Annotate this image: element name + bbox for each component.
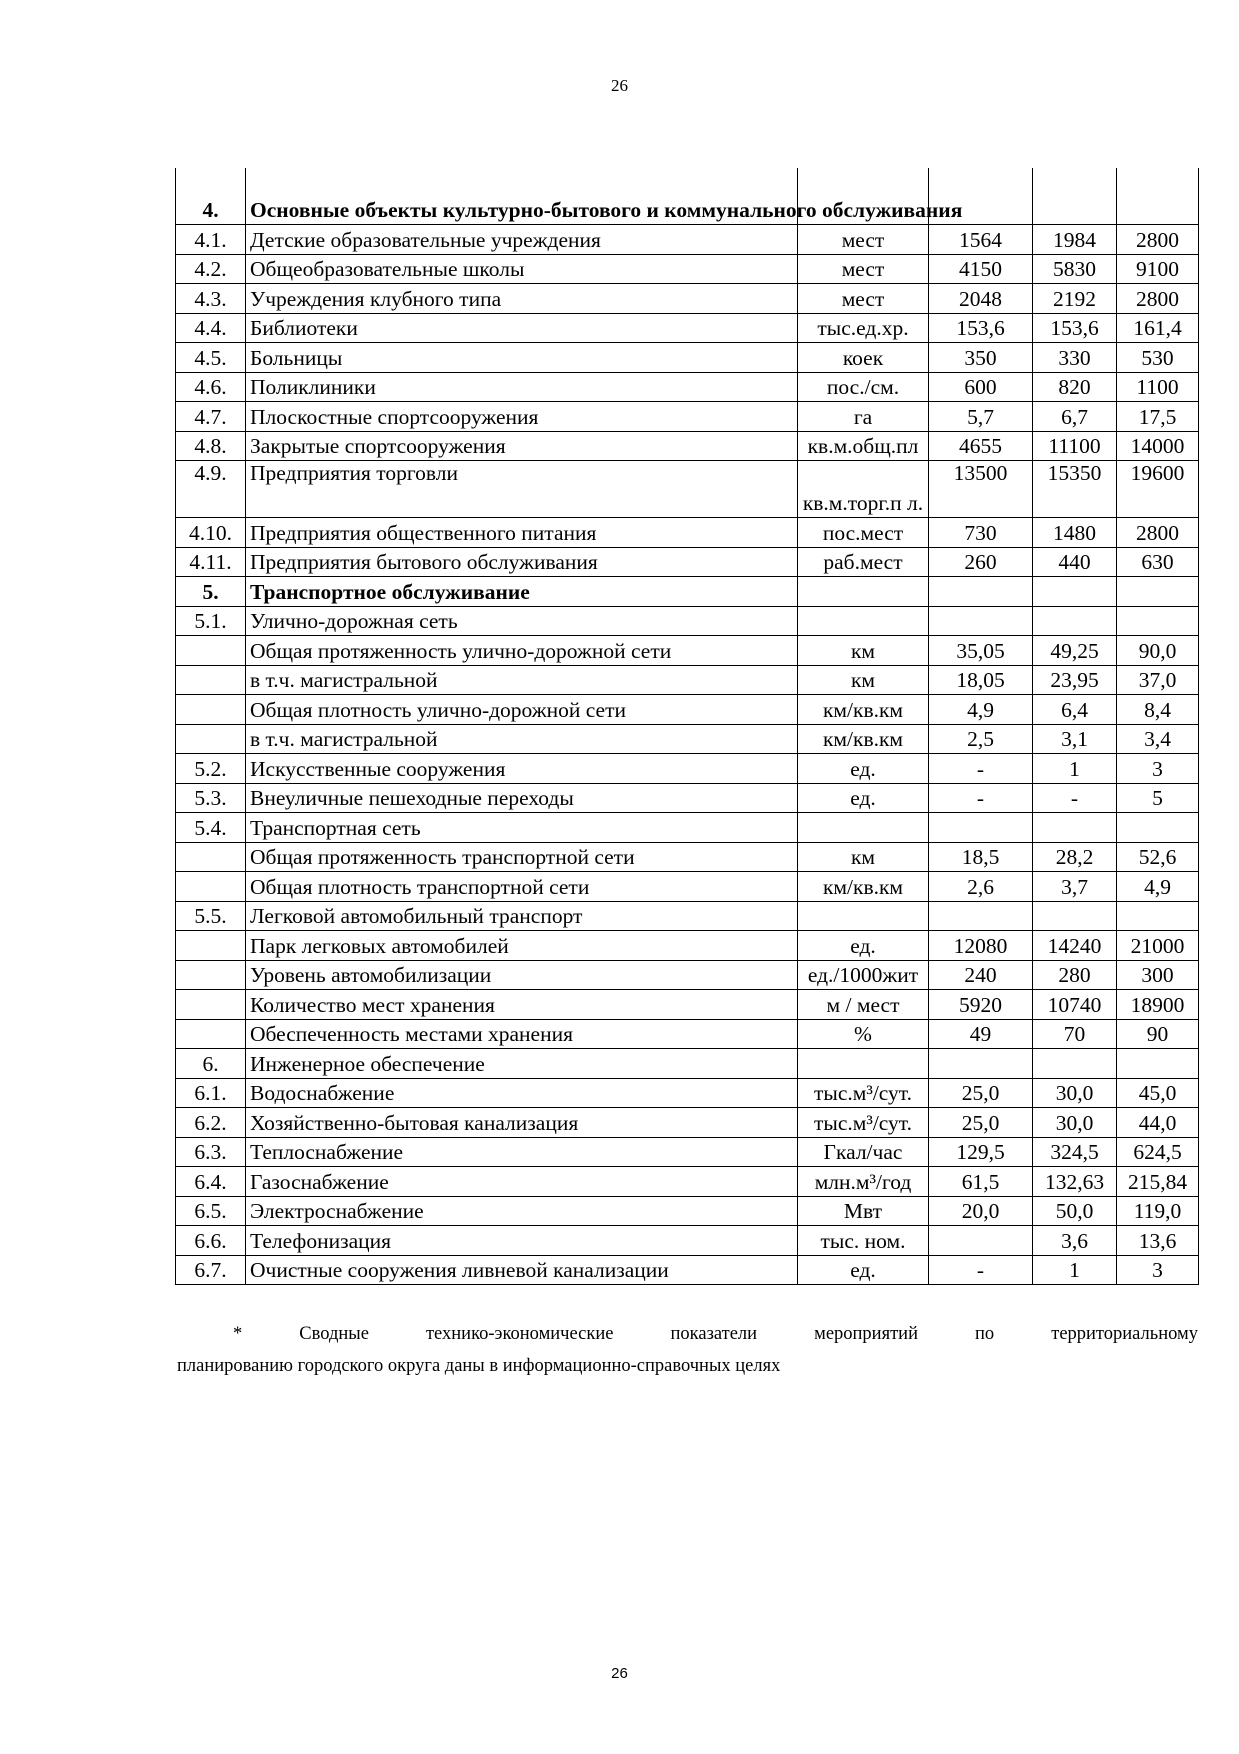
unit-cell: км/кв.км [798,695,929,725]
value-cell-1: 18,05 [929,665,1033,695]
row-number-cell [176,990,246,1020]
value-cell-1: 4150 [929,254,1033,284]
value-cell-1: 25,0 [929,1108,1033,1138]
value-cell-1: 61,5 [929,1167,1033,1197]
row-number-cell [176,695,246,725]
table-row [176,343,1199,373]
value-cell-3 [1117,813,1199,843]
value-cell-2: 153,6 [1033,313,1117,343]
value-cell-2: 30,0 [1033,1108,1117,1138]
value-cell-1: 20,0 [929,1196,1033,1226]
value-cell-2: 10740 [1033,990,1117,1020]
table-row [176,990,1199,1020]
value-cell-3: 161,4 [1117,313,1199,343]
unit-cell: км [798,842,929,872]
table-body [176,168,1199,1285]
row-number-cell [176,960,246,990]
row-number-cell [176,872,246,902]
value-cell-1 [929,1049,1033,1079]
value-cell-1: 49 [929,1019,1033,1049]
unit-cell: пос.мест [798,518,929,548]
unit-cell: тыс.ед.хр. [798,313,929,343]
row-number-cell: 4.4. [176,313,246,343]
indicator-name-cell: Обеспеченность местами хранения [246,1019,798,1049]
row-number-cell: 4.10. [176,518,246,548]
value-cell-2: - [1033,783,1117,813]
row-number-cell: 4.7. [176,402,246,432]
value-cell-3: 530 [1117,343,1199,373]
value-cell-3: 630 [1117,547,1199,577]
value-cell-3: 215,84 [1117,1167,1199,1197]
indicator-name-cell: Общая протяженность транспортной сети [246,842,798,872]
unit-cell: % [798,1019,929,1049]
value-cell-2: 1 [1033,1255,1117,1285]
value-cell-2: 820 [1033,372,1117,402]
row-number-cell: 5.2. [176,754,246,784]
indicator-name-cell: в т.ч. магистральной [246,724,798,754]
unit-cell: мест [798,225,929,255]
unit-cell: м / мест [798,990,929,1020]
page-number-bottom: 26 [611,1665,628,1682]
value-cell-1: 260 [929,547,1033,577]
row-number-cell: 5.1. [176,606,246,636]
value-cell-2 [1033,577,1117,607]
value-cell-1: 12080 [929,931,1033,961]
table-row [176,754,1199,784]
value-cell-2: 1 [1033,754,1117,784]
value-cell-3 [1117,606,1199,636]
value-cell-3: 9100 [1117,254,1199,284]
row-number-cell: 6.3. [176,1137,246,1167]
unit-cell: км/кв.км [798,872,929,902]
value-cell-1: 4,9 [929,695,1033,725]
table-row [176,1137,1199,1167]
indicator-name-cell: Общая плотность транспортной сети [246,872,798,902]
value-cell-2: 440 [1033,547,1117,577]
value-cell-2: 324,5 [1033,1137,1117,1167]
value-cell-2: 1984 [1033,225,1117,255]
unit-cell: ед. [798,754,929,784]
value-cell-1: 25,0 [929,1078,1033,1108]
indicator-name-cell: Предприятия бытового обслуживания [246,547,798,577]
row-number-cell: 4.3. [176,284,246,314]
unit-cell: мест [798,254,929,284]
row-number-cell: 6.1. [176,1078,246,1108]
indicators-table [175,168,1199,1285]
row-number-cell: 5.5. [176,901,246,931]
value-cell-3: 37,0 [1117,665,1199,695]
value-cell-1: - [929,783,1033,813]
value-cell-3: 52,6 [1117,842,1199,872]
value-cell-3: 5 [1117,783,1199,813]
value-cell-3: 19600 [1117,461,1199,518]
row-number-cell: 4.11. [176,547,246,577]
indicator-name-cell: Поликлиники [246,372,798,402]
row-number-cell: 4.6. [176,372,246,402]
value-cell-3: 2800 [1117,518,1199,548]
value-cell-1: 13500 [929,461,1033,518]
unit-cell: тыс.м³/сут. [798,1078,929,1108]
indicator-name-cell: Плоскостные спортсооружения [246,402,798,432]
unit-cell: млн.м³/год [798,1167,929,1197]
indicator-name-cell: Транспортная сеть [246,813,798,843]
value-cell-2: 14240 [1033,931,1117,961]
value-cell-3 [1117,901,1199,931]
value-cell-1 [929,901,1033,931]
value-cell-2 [1033,901,1117,931]
unit-cell: раб.мест [798,547,929,577]
table-row [176,1049,1199,1079]
table-row [176,695,1199,725]
value-cell-2: 3,7 [1033,872,1117,902]
table-row [176,372,1199,402]
table-row [176,461,1199,518]
value-cell-1: 129,5 [929,1137,1033,1167]
row-number-cell: 4.5. [176,343,246,373]
value-cell-3: 14000 [1117,431,1199,461]
unit-cell [798,606,929,636]
value-cell-2 [1033,606,1117,636]
indicator-name-cell: Основные объекты культурно-бытового и коммунального обслуживания [246,168,798,225]
value-cell-3: 3 [1117,754,1199,784]
footnote-word: территориальному [1051,1324,1198,1344]
value-cell-2 [1033,1049,1117,1079]
value-cell-3: 3 [1117,1255,1199,1285]
row-number-cell: 5.4. [176,813,246,843]
row-number-cell: 5.3. [176,783,246,813]
value-cell-1 [929,1226,1033,1256]
value-cell-3: 17,5 [1117,402,1199,432]
indicator-name-cell: Закрытые спортсооружения [246,431,798,461]
value-cell-1: 153,6 [929,313,1033,343]
row-number-cell [176,842,246,872]
footnote [177,1318,1198,1382]
row-number-cell [176,931,246,961]
unit-cell: га [798,402,929,432]
value-cell-2: 70 [1033,1019,1117,1049]
indicator-name-cell: Транспортное обслуживание [246,577,798,607]
value-cell-1: 2048 [929,284,1033,314]
value-cell-2: 49,25 [1033,636,1117,666]
footnote-word: мероприятий [814,1324,918,1344]
indicator-name-cell: Детские образовательные учреждения [246,225,798,255]
footnote-word: по [975,1324,995,1344]
value-cell-3: 90,0 [1117,636,1199,666]
row-number-cell: 6. [176,1049,246,1079]
value-cell-2: 2192 [1033,284,1117,314]
value-cell-2: 30,0 [1033,1078,1117,1108]
unit-cell: коек [798,343,929,373]
table-row [176,1078,1199,1108]
table-row [176,1196,1199,1226]
row-number-cell: 4.8. [176,431,246,461]
value-cell-1: 350 [929,343,1033,373]
value-cell-3 [1117,577,1199,607]
value-cell-1: - [929,754,1033,784]
value-cell-1: 2,6 [929,872,1033,902]
indicator-name-cell: в т.ч. магистральной [246,665,798,695]
value-cell-1: 240 [929,960,1033,990]
row-number-cell [176,1019,246,1049]
value-cell-2: 28,2 [1033,842,1117,872]
value-cell-1: 35,05 [929,636,1033,666]
table-row [176,254,1199,284]
unit-cell: Гкал/час [798,1137,929,1167]
table-row [176,577,1199,607]
indicator-name-cell: Парк легковых автомобилей [246,931,798,961]
table-row [176,1108,1199,1138]
unit-cell: кв.м.торг.п л. [798,461,929,518]
indicator-name-cell: Предприятия торговли [246,461,798,518]
page-number-top: 26 [611,76,628,95]
value-cell-1: 4655 [929,431,1033,461]
unit-cell: ед. [798,783,929,813]
value-cell-1: - [929,1255,1033,1285]
row-number-cell [176,724,246,754]
indicator-name-cell: Телефонизация [246,1226,798,1256]
value-cell-1: 5920 [929,990,1033,1020]
table-row [176,518,1199,548]
unit-cell: ед. [798,1255,929,1285]
value-cell-3: 1100 [1117,372,1199,402]
row-number-cell [176,665,246,695]
indicator-name-cell: Искусственные сооружения [246,754,798,784]
value-cell-3: 3,4 [1117,724,1199,754]
table-row [176,931,1199,961]
table-row [176,724,1199,754]
table-row [176,636,1199,666]
value-cell-2 [1033,168,1117,225]
table-row [176,813,1199,843]
value-cell-3: 4,9 [1117,872,1199,902]
value-cell-2: 11100 [1033,431,1117,461]
value-cell-3: 21000 [1117,931,1199,961]
value-cell-3: 2800 [1117,225,1199,255]
unit-cell: км [798,636,929,666]
value-cell-3: 90 [1117,1019,1199,1049]
unit-cell: мест [798,284,929,314]
row-number-cell: 4.9. [176,461,246,518]
value-cell-1 [929,606,1033,636]
table-row [176,1019,1199,1049]
indicator-name-cell: Общая протяженность улично-дорожной сети [246,636,798,666]
indicator-name-cell: Общая плотность улично-дорожной сети [246,695,798,725]
table-row [176,1167,1199,1197]
table-row [176,402,1199,432]
table-row [176,313,1199,343]
footnote-word: * [233,1324,243,1344]
row-number-cell: 4. [176,168,246,225]
value-cell-1: 18,5 [929,842,1033,872]
table-row [176,960,1199,990]
value-cell-1 [929,813,1033,843]
indicator-name-cell: Электроснабжение [246,1196,798,1226]
value-cell-2: 15350 [1033,461,1117,518]
table-row [176,783,1199,813]
value-cell-3: 8,4 [1117,695,1199,725]
table-row [176,431,1199,461]
indicator-name-cell: Предприятия общественного питания [246,518,798,548]
indicator-name-cell: Инженерное обеспечение [246,1049,798,1079]
value-cell-2: 6,7 [1033,402,1117,432]
value-cell-2: 280 [1033,960,1117,990]
row-number-cell: 6.7. [176,1255,246,1285]
row-number-cell: 6.2. [176,1108,246,1138]
value-cell-2: 3,6 [1033,1226,1117,1256]
table-row [176,1226,1199,1256]
row-number-cell: 6.5. [176,1196,246,1226]
footnote-line-2: планированию городского округа даны в информационно-справочных целях [177,1356,781,1376]
indicator-name-cell: Водоснабжение [246,1078,798,1108]
indicator-name-cell: Очистные сооружения ливневой канализации [246,1255,798,1285]
unit-cell: ед./1000жит [798,960,929,990]
table-row [176,901,1199,931]
value-cell-2: 5830 [1033,254,1117,284]
footnote-word: Сводные [299,1324,369,1344]
table-row [176,665,1199,695]
unit-cell: Мвт [798,1196,929,1226]
footnote-word: показатели [670,1324,758,1344]
value-cell-3: 624,5 [1117,1137,1199,1167]
unit-cell: км/кв.км [798,724,929,754]
unit-cell: ед. [798,931,929,961]
row-number-cell: 6.6. [176,1226,246,1256]
value-cell-1 [929,577,1033,607]
table-row [176,842,1199,872]
value-cell-1: 600 [929,372,1033,402]
table-row [176,606,1199,636]
table-row [176,284,1199,314]
indicator-name-cell: Количество мест хранения [246,990,798,1020]
unit-cell: км [798,665,929,695]
value-cell-2: 1480 [1033,518,1117,548]
indicator-name-cell: Теплоснабжение [246,1137,798,1167]
table-row [176,547,1199,577]
value-cell-3: 300 [1117,960,1199,990]
row-number-cell: 5. [176,577,246,607]
indicator-name-cell: Легковой автомобильный транспорт [246,901,798,931]
table-row [176,168,1199,225]
unit-cell: тыс.м³/сут. [798,1108,929,1138]
value-cell-1: 2,5 [929,724,1033,754]
value-cell-3: 119,0 [1117,1196,1199,1226]
value-cell-2: 50,0 [1033,1196,1117,1226]
value-cell-2: 3,1 [1033,724,1117,754]
unit-cell: кв.м.общ.пл [798,431,929,461]
unit-cell: пос./см. [798,372,929,402]
unit-cell [798,577,929,607]
value-cell-1: 5,7 [929,402,1033,432]
value-cell-1: 730 [929,518,1033,548]
table-row [176,225,1199,255]
indicator-name-cell: Улично-дорожная сеть [246,606,798,636]
unit-cell [798,1049,929,1079]
indicator-name-cell: Учреждения клубного типа [246,284,798,314]
value-cell-3: 45,0 [1117,1078,1199,1108]
value-cell-2: 330 [1033,343,1117,373]
value-cell-3: 2800 [1117,284,1199,314]
value-cell-3: 18900 [1117,990,1199,1020]
unit-cell [798,813,929,843]
indicator-name-cell: Внеуличные пешеходные переходы [246,783,798,813]
value-cell-2: 132,63 [1033,1167,1117,1197]
unit-cell: тыс. ном. [798,1226,929,1256]
row-number-cell: 6.4. [176,1167,246,1197]
footnote-word: технико-экономические [425,1324,614,1344]
row-number-cell: 4.1. [176,225,246,255]
value-cell-2 [1033,813,1117,843]
footnote-line-1 [177,1318,1198,1350]
value-cell-2: 6,4 [1033,695,1117,725]
value-cell-3: 44,0 [1117,1108,1199,1138]
indicator-name-cell: Общеобразовательные школы [246,254,798,284]
value-cell-3 [1117,1049,1199,1079]
indicator-name-cell: Хозяйственно-бытовая канализация [246,1108,798,1138]
table-row [176,872,1199,902]
unit-cell [798,901,929,931]
row-number-cell: 4.2. [176,254,246,284]
value-cell-1: 1564 [929,225,1033,255]
table-row [176,1255,1199,1285]
indicator-name-cell: Газоснабжение [246,1167,798,1197]
value-cell-2: 23,95 [1033,665,1117,695]
value-cell-3: 13,6 [1117,1226,1199,1256]
indicator-name-cell: Библиотеки [246,313,798,343]
value-cell-3 [1117,168,1199,225]
row-number-cell [176,636,246,666]
indicator-name-cell: Уровень автомобилизации [246,960,798,990]
indicator-name-cell: Больницы [246,343,798,373]
